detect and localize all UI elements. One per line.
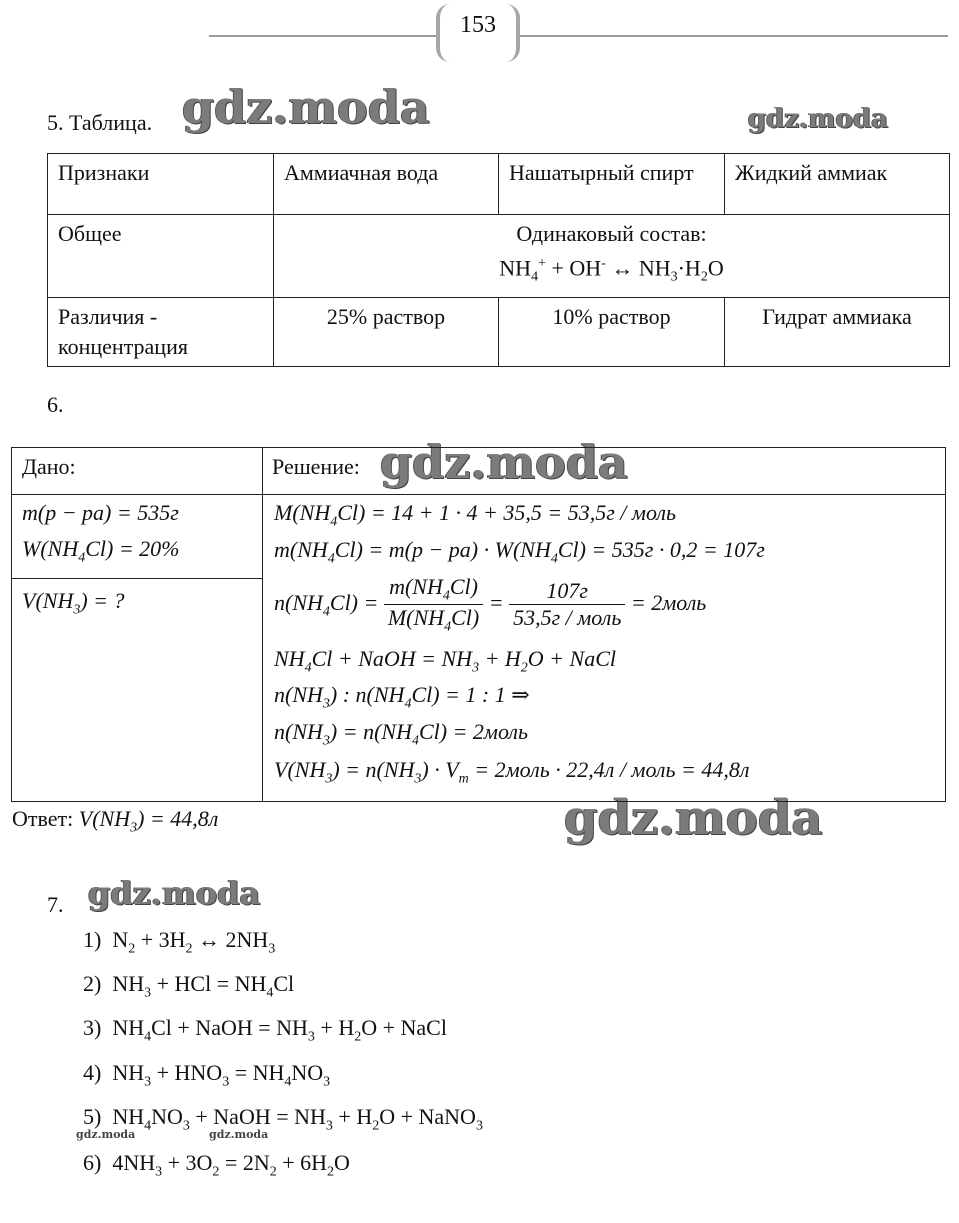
list-item: 4) $NH_3 + HNO_3 = NH_4NO_3$ — [83, 1060, 331, 1090]
solution-step: $NH_4Cl$ + NaOH = $NH_3 + H_2O$ + NaCl — [274, 646, 616, 676]
table-header: Нашатырный спирт — [499, 154, 725, 215]
watermark: gdz.moda — [182, 80, 430, 134]
table-cell: 25% раствор — [274, 297, 499, 366]
fraction: $\frac{107г}{\text{53,5г / моль}}$ — [509, 578, 625, 631]
solution-step: $m(NH_4Cl) = m(p - pa) \cdot W(NH_4Cl) = 535г \cdot 0,2 = 107г$ — [274, 537, 765, 567]
table-cell: 10% раствор — [499, 297, 725, 366]
list-item: 6) $4NH_3 + 3O_2 = 2N_2 + 6H_2O$ — [83, 1150, 350, 1180]
table-cell — [274, 215, 950, 298]
table-cell: Гидрат аммиака — [725, 297, 950, 366]
fraction: $\frac{m(NH_4Cl)}{M(NH_4Cl)}$ — [384, 574, 483, 636]
watermark: gdz.moda — [748, 104, 889, 134]
list-item: 3) $NH_4Cl$ + NaOH = $NH_3 + H_2O$ + NaCl — [83, 1015, 447, 1045]
header-line-left — [209, 35, 437, 37]
page-number: 153 — [460, 12, 496, 38]
header-line-right — [520, 35, 948, 37]
table-row — [48, 154, 950, 215]
answer: Ответ: $V(NH_3) = 44,8л$ — [12, 806, 219, 836]
task5-heading: 5. Таблица. — [47, 110, 153, 135]
divider — [262, 447, 263, 801]
solution-label: Решение: — [272, 454, 360, 479]
table-cell: Общее — [48, 215, 274, 298]
divider — [11, 494, 945, 495]
given-label: Дано: — [22, 454, 76, 479]
list-item: 5) $NH_4NO_3$ + NaOH = $NH_3 + H_2O$ + NaNO$_3$ — [83, 1104, 483, 1134]
given-line: $W(NH_4Cl) = 20\%$ — [22, 536, 180, 566]
watermark: gdz.moda — [564, 790, 823, 846]
given-line: m(p − pa) = 535г — [22, 500, 179, 525]
solution-step: $M(NH_4Cl) = 14 + 1 \cdot 4 + 35,5 = 53,5г$ / моль — [274, 500, 677, 530]
common-formula: $NH_4^+ + OH^-$ ↔ $NH_3\cdot H_2O$ — [499, 255, 724, 285]
table-header: Аммиачная вода — [274, 154, 499, 215]
list-item: 1) $N_2 + 3H_2$ ↔ $2NH_3$ — [83, 927, 276, 957]
table-row — [48, 297, 950, 366]
divider — [11, 578, 263, 579]
table-cell: Различия - концентрация — [48, 297, 274, 366]
solution-step: $n(NH_4Cl)$ = $\frac{m(NH_4Cl)}{M(NH_4Cl)}$ = $\frac{107г}{\text{53,5г / моль}}$ = 2моль — [274, 574, 707, 635]
watermark: gdz.moda — [88, 874, 261, 912]
common-text: Одинаковый состав: — [516, 221, 707, 246]
table-header: Жидкий аммиак — [725, 154, 950, 215]
table-header: Признаки — [48, 154, 274, 215]
task7-number: 7. — [47, 892, 64, 917]
find-line: $V(NH_3)$ = ? — [22, 588, 125, 618]
watermark: gdz.moda — [380, 435, 628, 489]
properties-table — [47, 153, 950, 367]
watermark: gdz.moda — [76, 1128, 136, 1141]
table-row — [48, 215, 950, 298]
task6-number: 6. — [47, 392, 64, 417]
solution-step: $n(NH_3)$ : $n(NH_4Cl) = 1$ : 1 ⇒ — [274, 682, 530, 712]
solution-step: $V(NH_3) = n(NH_3) \cdot V_m$ = 2моль · 22,4л / моль = 44,8л — [274, 757, 750, 787]
watermark: gdz.moda — [209, 1128, 269, 1141]
list-item: 2) $NH_3$ + HCl = $NH_4Cl$ — [83, 971, 295, 1001]
solution-step: $n(NH_3) = n(NH_4Cl)$ = 2моль — [274, 719, 529, 749]
